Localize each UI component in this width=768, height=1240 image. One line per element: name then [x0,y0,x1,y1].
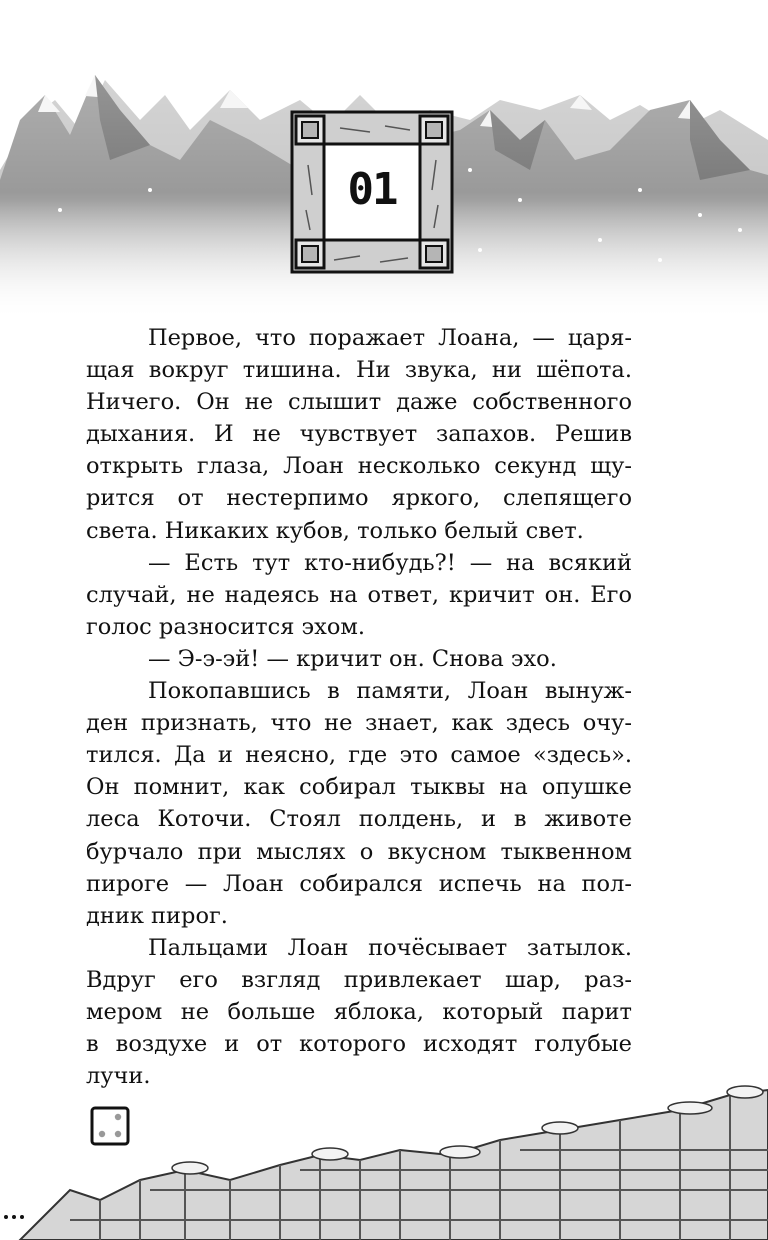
text-line: дыхания. И не чувствует запахов. Решив [86,421,632,448]
stone-blocks-illustration [0,1070,768,1240]
text-line: ден признать, что не знает, как здесь очу- [86,710,632,737]
text-line: Вдруг его взгляд привлекает шар, раз- [86,966,632,993]
text-line: пироге — Лоан собирался испечь на пол- [86,870,632,897]
text-line: Покопавшись в памяти, Лоан вынуж- [148,678,632,705]
text-line: в воздухе и от которого исходят голубые [86,1031,632,1058]
text-line: — Есть тут кто-нибудь?! — на всякий [148,549,632,576]
text-line: Пальцами Лоан почёсывает затылок. [148,934,632,961]
chapter-number: 01 [347,164,397,215]
body-text [86,322,632,1092]
text-line: Первое, что поражает Лоана, — царя- [148,325,632,351]
text-line: тился. Да и неясно, где это самое «здесь». [86,742,632,769]
text-line: — Э-э-эй! — кричит он. Снова эхо. [148,645,557,672]
text-line: открыть глаза, Лоан несколько секунд щу- [86,453,632,480]
text-line: Ничего. Он не слышит даже собственного [86,389,632,416]
text-line: леса Коточи. Стоял полдень, и в животе [86,806,632,833]
text-line: лучи. [86,1063,151,1090]
text-line: дник пирог. [86,902,228,929]
text-line: случай, не надеясь на ответ, кричит он. Его [86,581,632,608]
text-line: Он помнит, как собирал тыквы на опушке [86,774,632,801]
text-line: рится от нестерпимо яркого, слепящего [86,485,632,512]
text-line: света. Никаких кубов, только белый свет. [86,517,584,544]
text-line: щая вокруг тишина. Ни звука, ни шёпота. [86,357,632,384]
text-line: мером не больше яблока, который парит [86,998,632,1025]
text-line: бурчало при мыслях о вкусном тыквенном [86,838,632,865]
text-line: голос разносится эхом. [86,613,366,640]
